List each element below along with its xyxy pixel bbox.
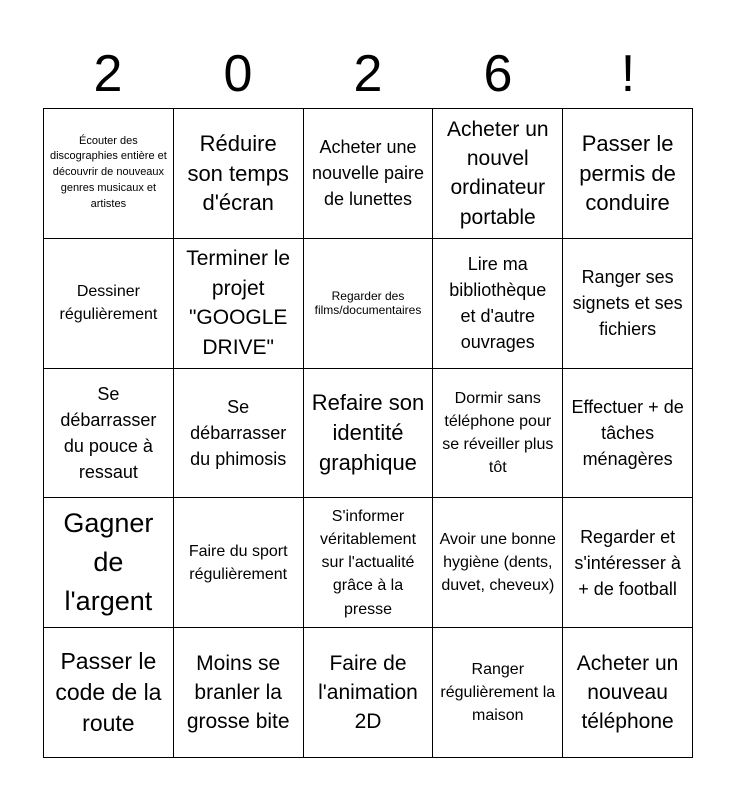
bingo-cell: Dessiner régulièrement xyxy=(44,239,174,369)
bingo-cell: Faire de l'animation 2D xyxy=(304,628,434,758)
bingo-cell: Ranger régulièrement la maison xyxy=(433,628,563,758)
bingo-cell: S'informer véritablement sur l'actualité grâce à la presse xyxy=(304,498,434,628)
header-letter-3: 2 xyxy=(353,45,383,103)
bingo-cell: Moins se branler la grosse bite xyxy=(174,628,304,758)
bingo-cell: Passer le permis de conduire xyxy=(563,109,693,239)
bingo-cell: Lire ma bibliothèque et d'autre ouvrages xyxy=(433,239,563,369)
bingo-cell: Terminer le projet "GOOGLE DRIVE" xyxy=(174,239,304,369)
bingo-cell: Gagner de l'argent xyxy=(44,498,174,628)
bingo-header xyxy=(43,40,693,108)
header-letter-1: 2 xyxy=(93,45,123,103)
header-letter-4: 6 xyxy=(483,45,513,103)
header-letter-5: ! xyxy=(620,45,636,103)
bingo-cell: Se débarrasser du phimosis xyxy=(174,369,304,499)
bingo-cell: Acheter un nouvel ordinateur portable xyxy=(433,109,563,239)
bingo-cell: Regarder des films/documentaires xyxy=(304,239,434,369)
bingo-cell: Refaire son identité graphique xyxy=(304,369,434,499)
bingo-grid xyxy=(43,108,693,758)
bingo-cell: Ranger ses signets et ses fichiers xyxy=(563,239,693,369)
bingo-cell: Avoir une bonne hygiène (dents, duvet, cheveux) xyxy=(433,498,563,628)
bingo-cell: Réduire son temps d'écran xyxy=(174,109,304,239)
bingo-cell: Regarder et s'intéresser à + de football xyxy=(563,498,693,628)
bingo-cell: Écouter des discographies entière et découvrir de nouveaux genres musicaux et artistes xyxy=(44,109,174,239)
header-letter-2: 0 xyxy=(223,45,253,103)
bingo-cell: Effectuer + de tâches ménagères xyxy=(563,369,693,499)
bingo-cell: Dormir sans téléphone pour se réveiller plus tôt xyxy=(433,369,563,499)
bingo-cell: Se débarrasser du pouce à ressaut xyxy=(44,369,174,499)
bingo-cell: Acheter un nouveau téléphone xyxy=(563,628,693,758)
bingo-cell: Acheter une nouvelle paire de lunettes xyxy=(304,109,434,239)
bingo-cell: Passer le code de la route xyxy=(44,628,174,758)
bingo-cell: Faire du sport régulièrement xyxy=(174,498,304,628)
